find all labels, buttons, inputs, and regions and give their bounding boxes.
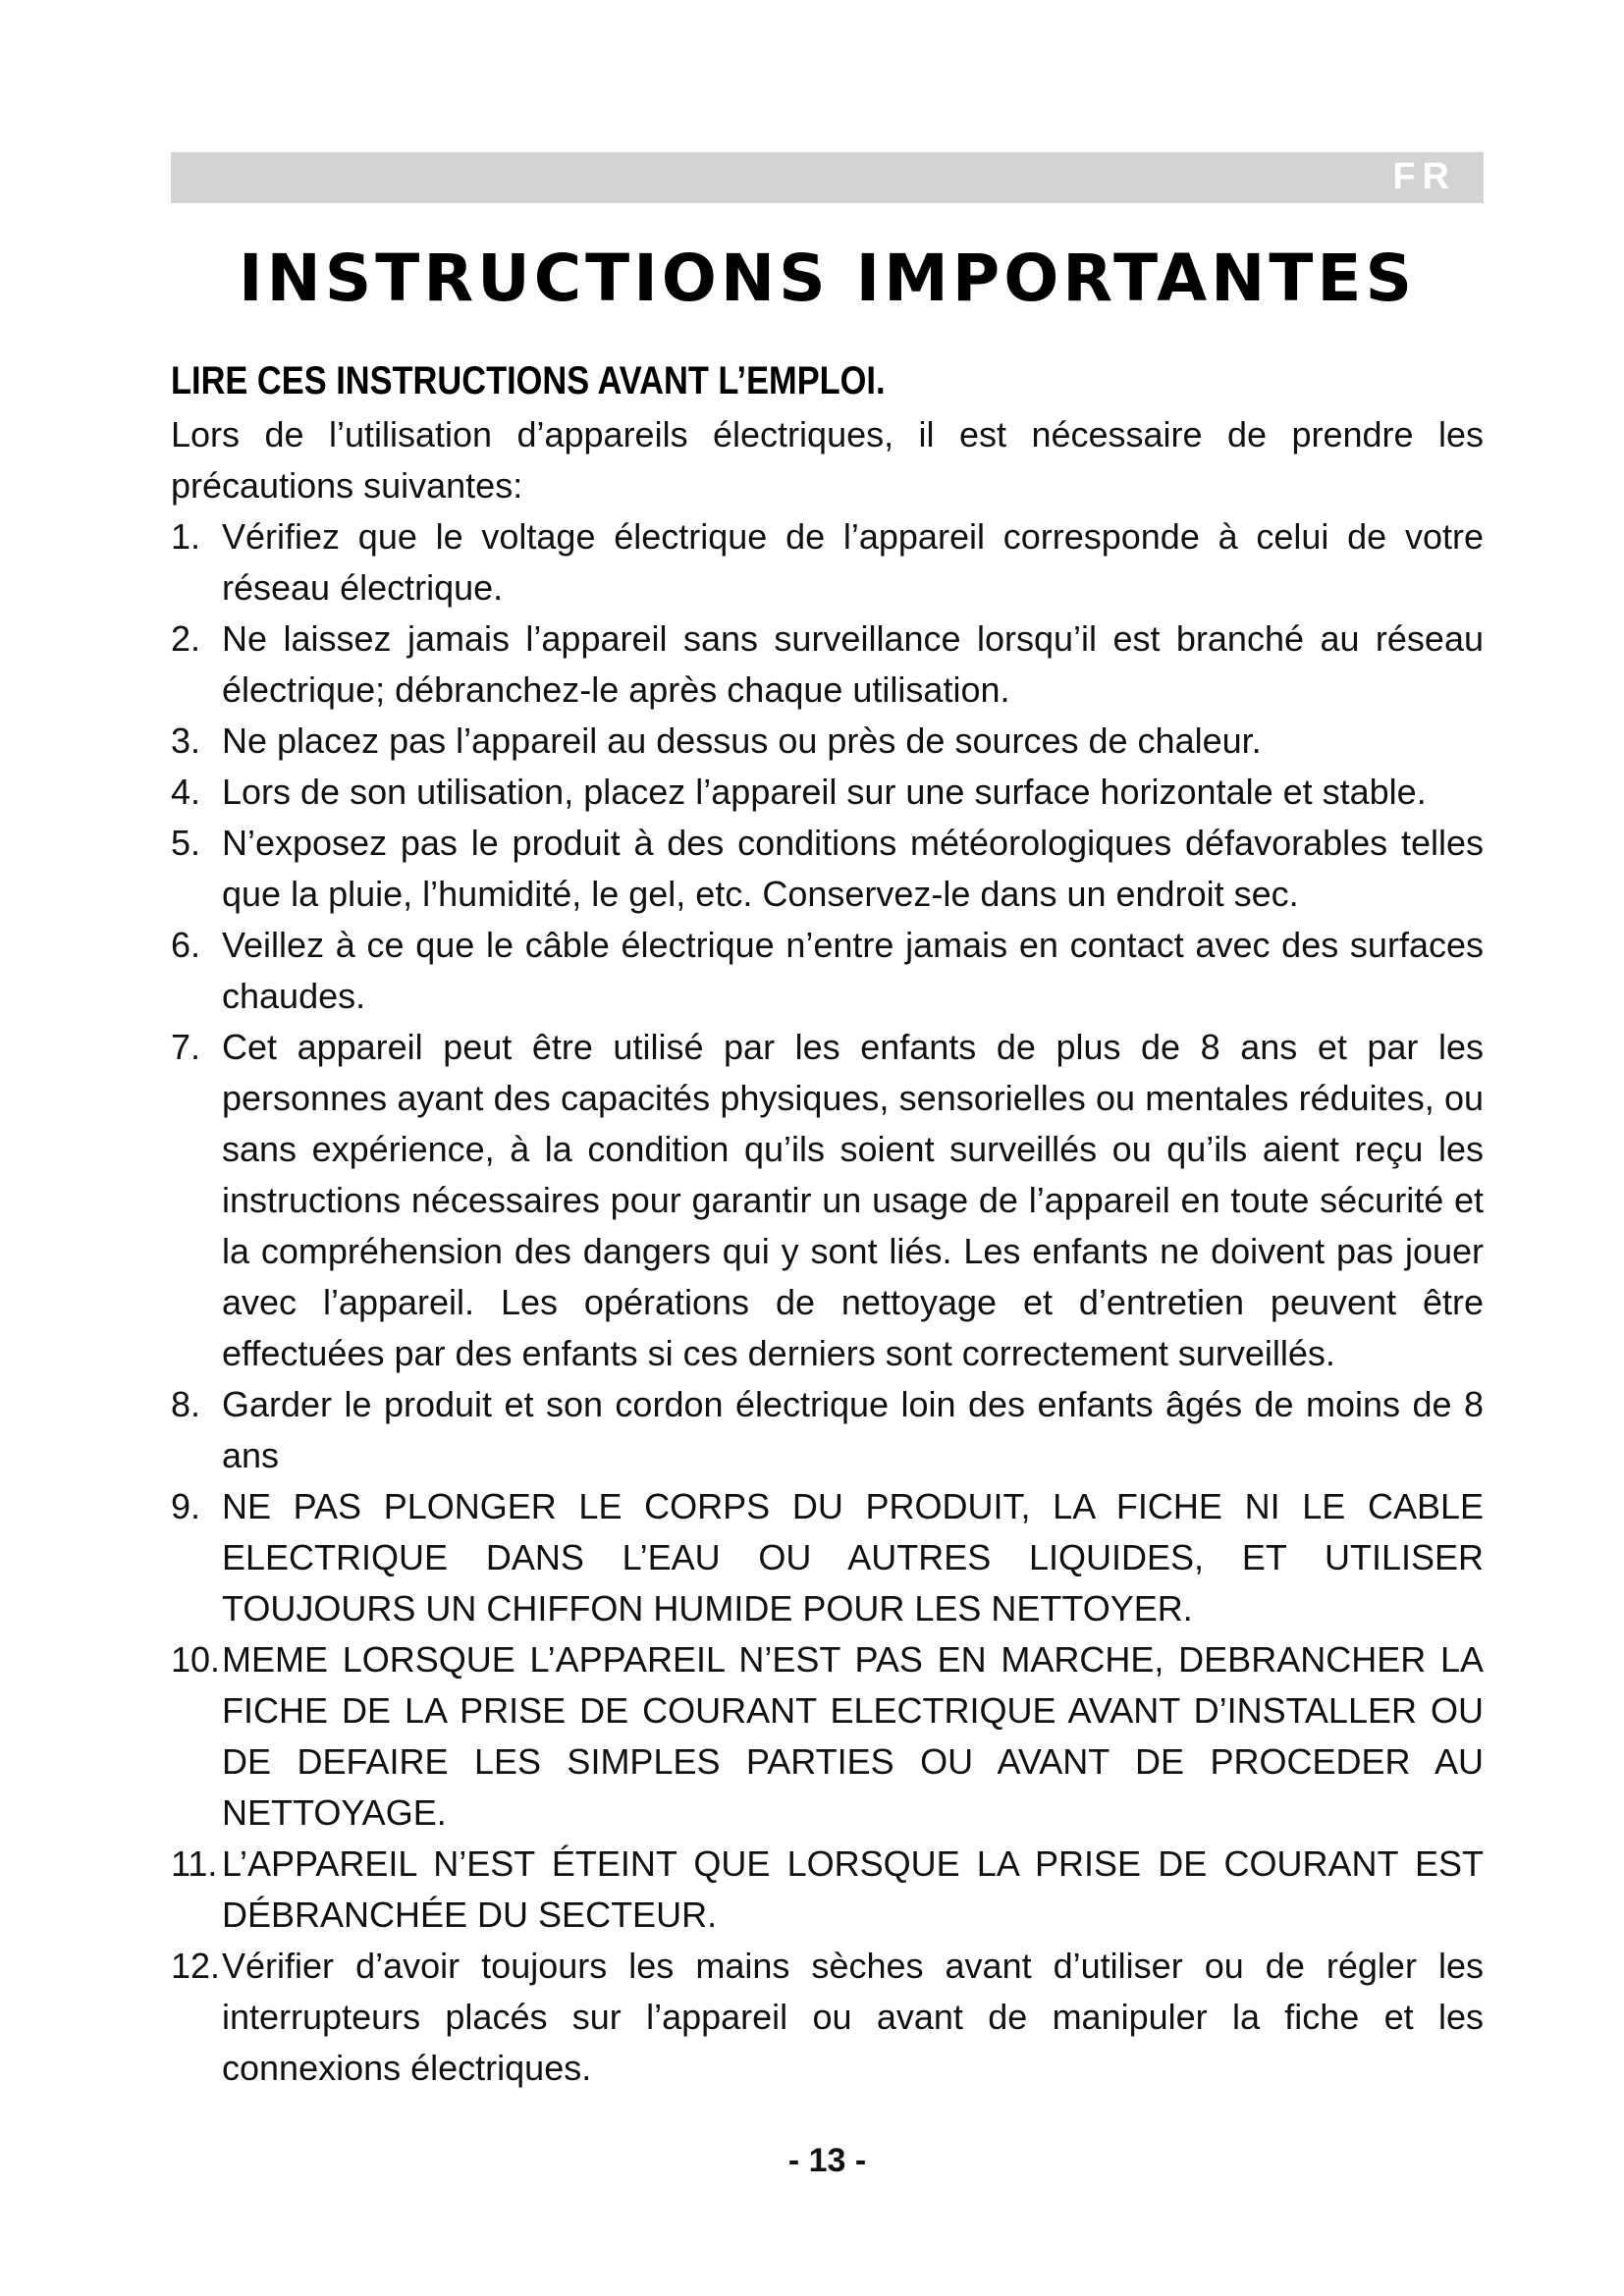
language-bar: [171, 152, 1484, 203]
instruction-text: NE PAS PLONGER LE CORPS DU PRODUIT, LA FICHE NI LE CABLE ELECTRIQUE DANS L’EAU OU AUTRES LIQUIDES, ET UTILISER TOUJOURS UN CHIFFON HUMIDE POUR LES NETTOYER.: [222, 1486, 1484, 1629]
instruction-number: 6.: [171, 925, 201, 965]
instruction-text: Veillez à ce que le câble électrique n’entre jamais en contact avec des surfaces chaudes.: [222, 925, 1484, 1016]
language-code: FR: [1392, 156, 1456, 197]
intro-paragraph: Lors de l’utilisation d’appareils électriques, il est nécessaire de prendre les précautions suivantes:: [171, 414, 1484, 506]
instruction-number: 2.: [171, 618, 201, 659]
instruction-number: 12.: [171, 1946, 221, 1986]
instruction-item: [171, 614, 1484, 716]
read-before-use-heading: LIRE CES INSTRUCTIONS AVANT L’EMPLOI.: [171, 359, 886, 402]
instruction-text: Garder le produit et son cordon électrique loin des enfants âgés de moins de 8 ans: [222, 1384, 1484, 1475]
instruction-item: [171, 1022, 1484, 1379]
instruction-text: Ne placez pas l’appareil au dessus ou près de sources de chaleur.: [222, 721, 1262, 761]
instructions-list: [171, 511, 1484, 2094]
instruction-item: [171, 1481, 1484, 1634]
instruction-text: Ne laissez jamais l’appareil sans surveillance lorsqu’il est branché au réseau électrique; débranchez-le après chaque utilisation.: [222, 618, 1484, 710]
instruction-item: [171, 1941, 1484, 2094]
instruction-text: Cet appareil peut être utilisé par les enfants de plus de 8 ans et par les personnes ayant des capacités physiques, sensorielles ou mentales réduites, ou sans expérience, à la condition qu’ils soient surveillés ou qu’ils aient reçu les instructions nécessaires pour garantir un usage de l’appareil en toute sécurité et la compréhension des dangers qui y sont liés. Les enfants ne doivent pas jouer avec l’appareil. Les opérations de nettoyage et d’entretien peuvent être effectuées par des enfants si ces derniers sont correctement surveillés.: [222, 1027, 1484, 1373]
instruction-number: 10.: [171, 1639, 221, 1680]
instruction-text: Lors de son utilisation, placez l’appareil sur une surface horizontale et stable.: [222, 772, 1427, 812]
instruction-text: L’APPAREIL N’EST ÉTEINT QUE LORSQUE LA PRISE DE COURANT EST DÉBRANCHÉE DU SECTEUR.: [222, 1843, 1484, 1935]
instruction-number: 11.: [171, 1843, 218, 1884]
instruction-number: 9.: [171, 1486, 201, 1526]
instruction-number: 4.: [171, 772, 201, 812]
instruction-number: 8.: [171, 1384, 201, 1424]
page-number: - 13 -: [787, 2142, 867, 2179]
instruction-item: [171, 1379, 1484, 1481]
instruction-item: [171, 920, 1484, 1022]
page-title: INSTRUCTIONS IMPORTANTES: [238, 240, 1417, 316]
instruction-text: MEME LORSQUE L’APPAREIL N’EST PAS EN MARCHE, DEBRANCHER LA FICHE DE LA PRISE DE COURANT ELECTRIQUE AVANT D’INSTALLER OU DE DEFAIRE LES SIMPLES PARTIES OU AVANT DE PROCEDER AU NETTOYAGE.: [222, 1639, 1484, 1833]
instruction-number: 3.: [171, 721, 201, 761]
instruction-number: 7.: [171, 1027, 201, 1067]
instruction-text: Vérifier d’avoir toujours les mains sèches avant d’utiliser ou de régler les interrupteurs placés sur l’appareil ou avant de manipuler la fiche et les connexions électriques.: [222, 1946, 1484, 2088]
instruction-text: Vérifiez que le voltage électrique de l’appareil corresponde à celui de votre réseau électrique.: [222, 516, 1484, 608]
instruction-number: 1.: [171, 516, 201, 557]
instruction-item: [171, 716, 1484, 767]
instruction-item: [171, 511, 1484, 614]
instruction-text: N’exposez pas le produit à des conditions météorologiques défavorables telles que la pluie, l’humidité, le gel, etc. Conservez-le dans un endroit sec.: [222, 823, 1484, 914]
instruction-item: [171, 1634, 1484, 1839]
instruction-number: 5.: [171, 823, 201, 863]
instruction-item: [171, 767, 1484, 818]
instruction-item: [171, 1839, 1484, 1941]
instruction-item: [171, 818, 1484, 920]
